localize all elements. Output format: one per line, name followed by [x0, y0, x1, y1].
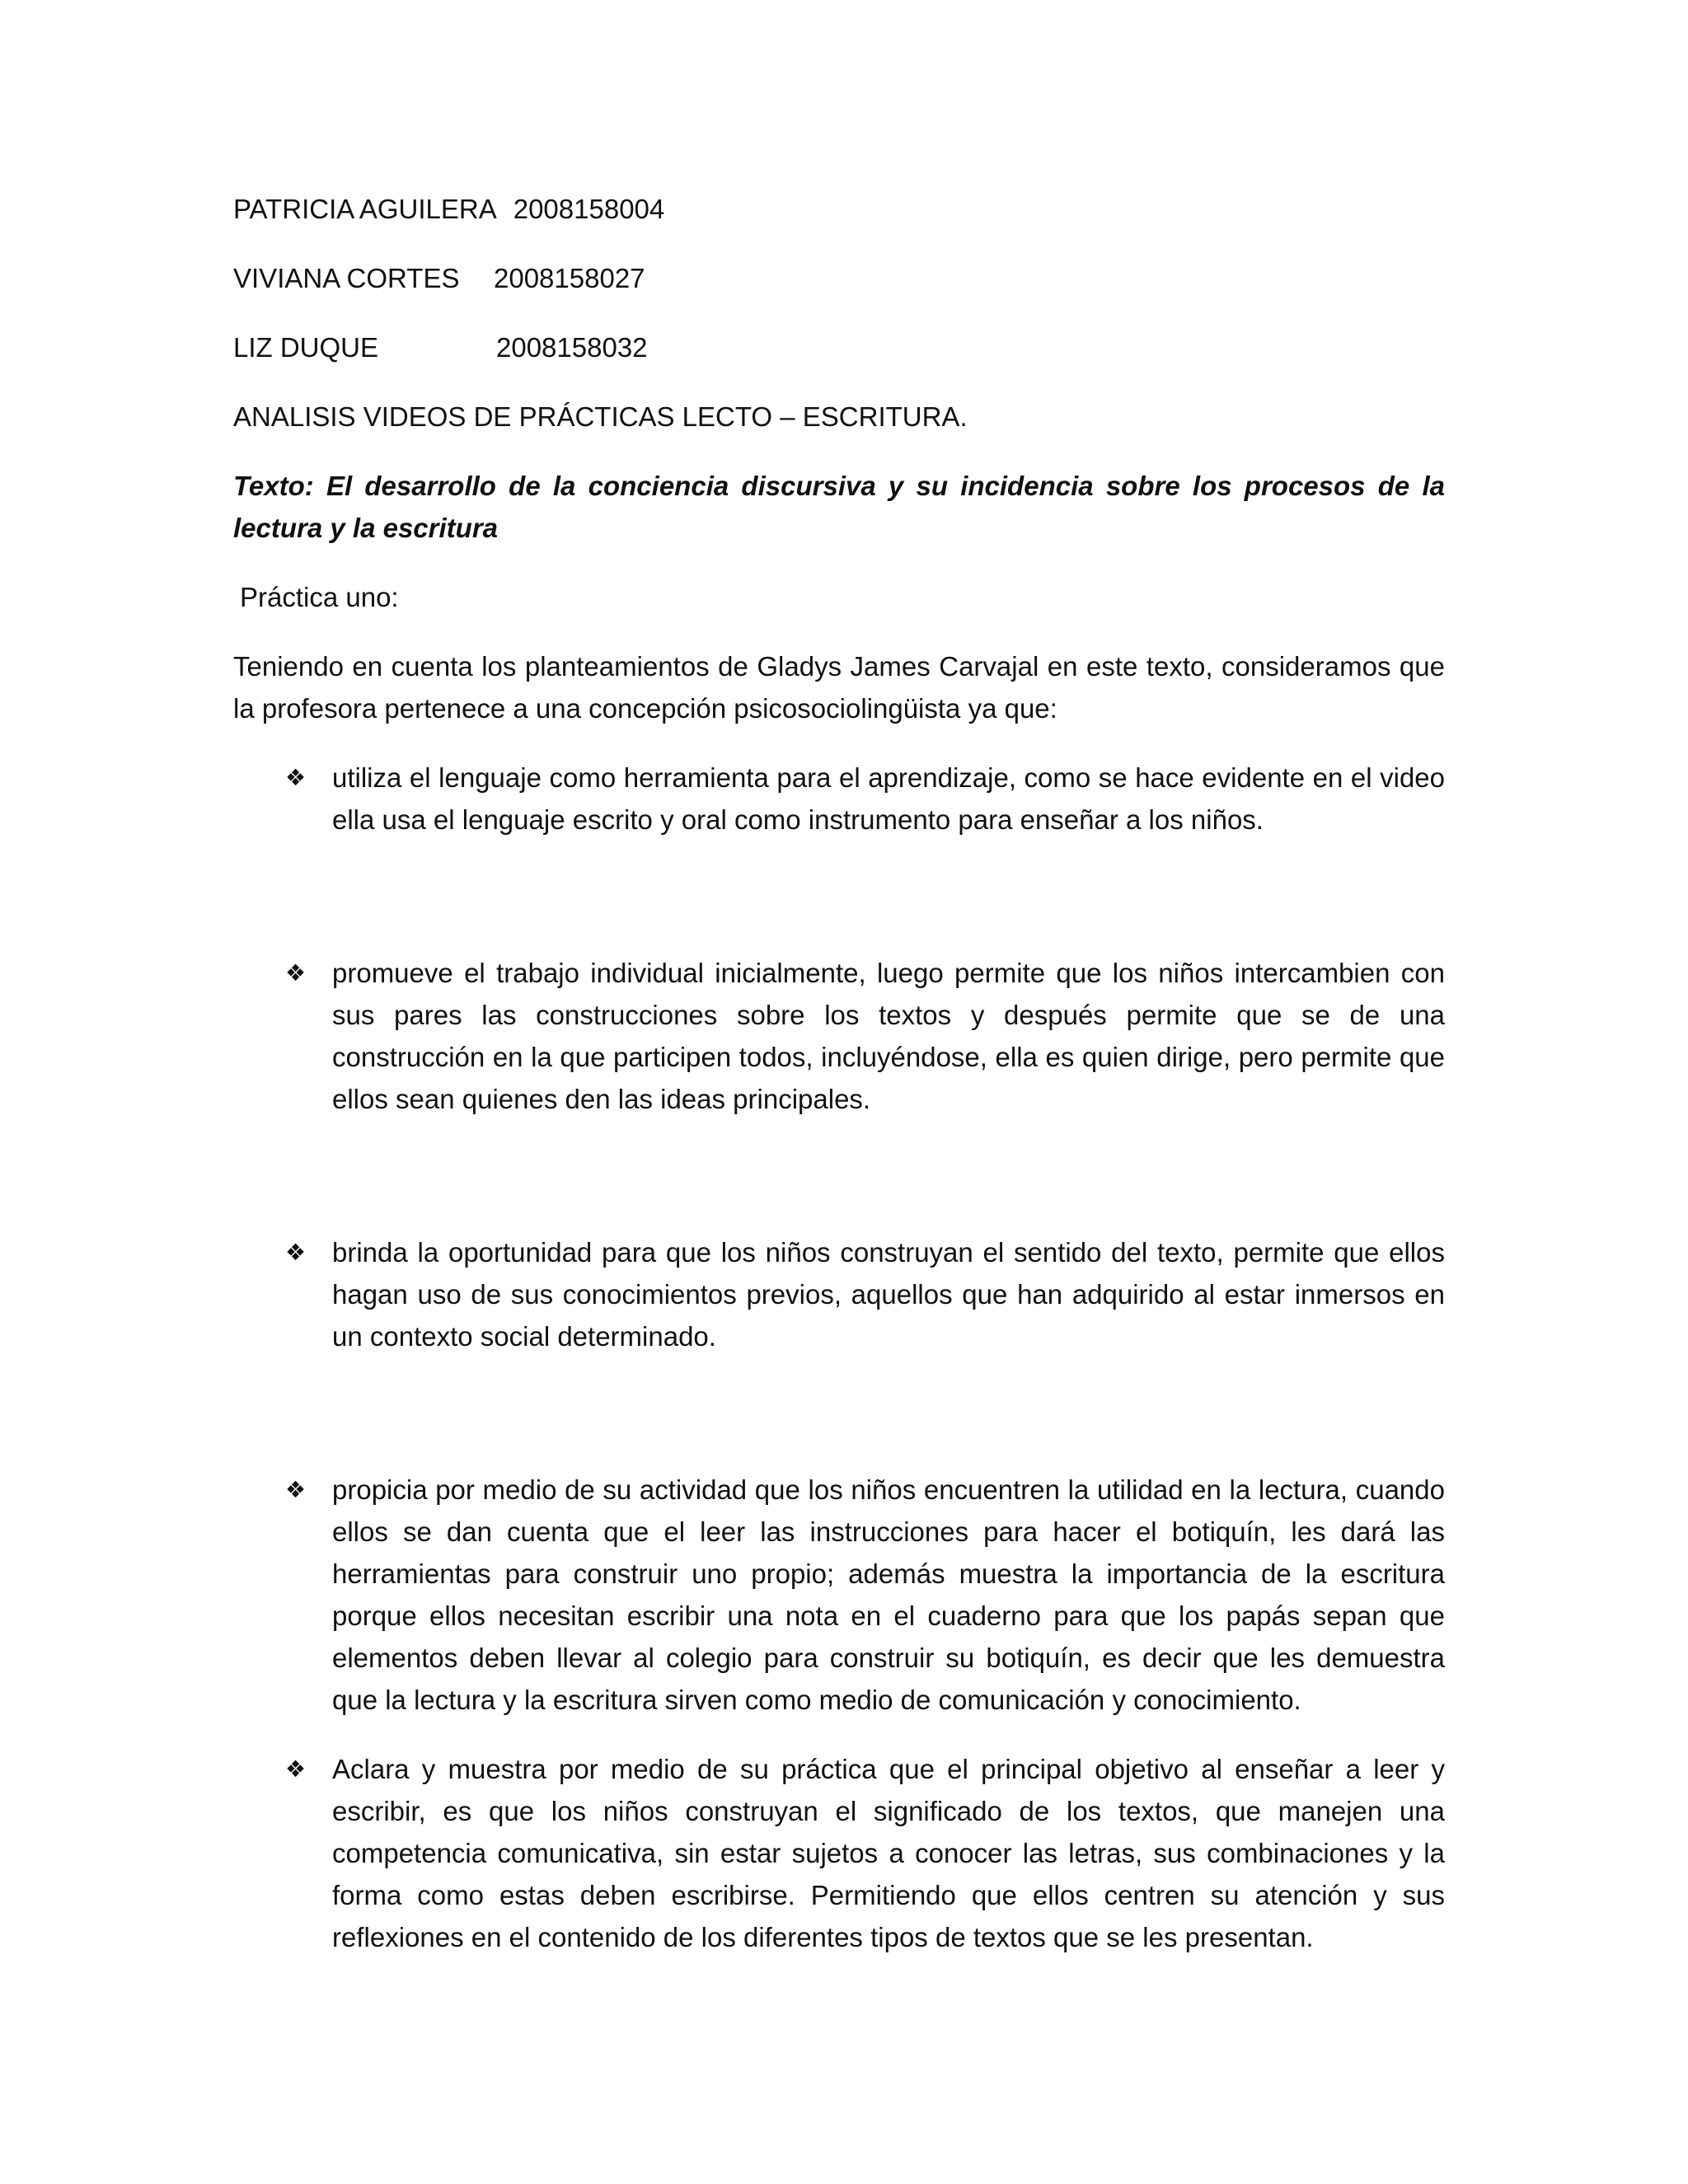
author-id: 2008158004 — [513, 194, 665, 224]
diamond-bullet-icon: ❖ — [285, 959, 307, 987]
diamond-bullet-icon: ❖ — [285, 1755, 307, 1783]
list-item-text: promueve el trabajo individual inicialmente, luego permite que los niños intercambien con sus pares las construcciones sobre los textos y después permite que se de una construcción en la que participen todos, incluyéndose, ella es quien dirige, pero permite que ellos sean quienes den las ideas principales. — [332, 958, 1445, 1114]
author-line-1 — [233, 188, 1445, 230]
bullet-list — [233, 757, 1445, 1958]
list-item-text: brinda la oportunidad para que los niños construyan el sentido del texto, permite que ellos hagan uso de sus conocimientos previos, aquellos que han adquirido al estar inmersos en un contexto social determinado. — [332, 1237, 1445, 1352]
author-name: PATRICIA AGUILERA — [233, 194, 497, 224]
diamond-bullet-icon: ❖ — [285, 764, 307, 791]
practice-label: Práctica uno: — [240, 582, 399, 612]
document-heading: ANALISIS VIDEOS DE PRÁCTICAS LECTO – ESCRITURA. — [233, 401, 968, 432]
text-title: Texto: El desarrollo de la conciencia discursiva y su incidencia sobre los procesos de la lectura y la escritura — [233, 471, 1445, 543]
author-id: 2008158027 — [494, 263, 645, 293]
diamond-bullet-icon: ❖ — [285, 1239, 307, 1266]
diamond-bullet-icon: ❖ — [285, 1476, 307, 1503]
list-item — [233, 1748, 1445, 1958]
author-line-3 — [233, 326, 1445, 368]
list-item — [233, 952, 1445, 1120]
author-id: 2008158032 — [496, 332, 648, 363]
list-item — [233, 1469, 1445, 1721]
author-name: LIZ DUQUE — [233, 332, 379, 363]
list-item-text: propicia por medio de su actividad que los niños encuentren la utilidad en la lectura, cuando ellos se dan cuenta que el leer las instrucciones para hacer el botiquín, les dará las herramientas para construir uno propio; además muestra la importancia de la escritura porque ellos necesitan escribir una nota en el cuaderno para que los papás sepan que elementos deben llevar al colegio para construir su botiquín, es decir que les demuestra que la lectura y la escritura sirven como medio de comunicación y conocimiento. — [332, 1474, 1445, 1715]
list-item-text: Aclara y muestra por medio de su práctica que el principal objetivo al enseñar a leer y escribir, es que los niños construyan el significado de los textos, que manejen una competencia comunicativa, sin estar sujetos a conocer las letras, sus combinaciones y la forma como estas deben escribirse. Permitiendo que ellos centren su atención y sus reflexiones en el contenido de los diferentes tipos de textos que se les presentan. — [332, 1754, 1445, 1952]
author-name: VIVIANA CORTES — [233, 263, 460, 293]
list-item — [233, 757, 1445, 841]
list-item — [233, 1231, 1445, 1357]
list-item-text: utiliza el lenguaje como herramienta para el aprendizaje, como se hace evidente en el video ella usa el lenguaje escrito y oral como instrumento para enseñar a los niños. — [332, 762, 1445, 835]
author-line-2 — [233, 257, 1445, 299]
document-page — [233, 188, 1445, 1985]
intro-paragraph: Teniendo en cuenta los planteamientos de Gladys James Carvajal en este texto, consideramos que la profesora pertenece a una concepción psicosociolingüista ya que: — [233, 651, 1445, 724]
